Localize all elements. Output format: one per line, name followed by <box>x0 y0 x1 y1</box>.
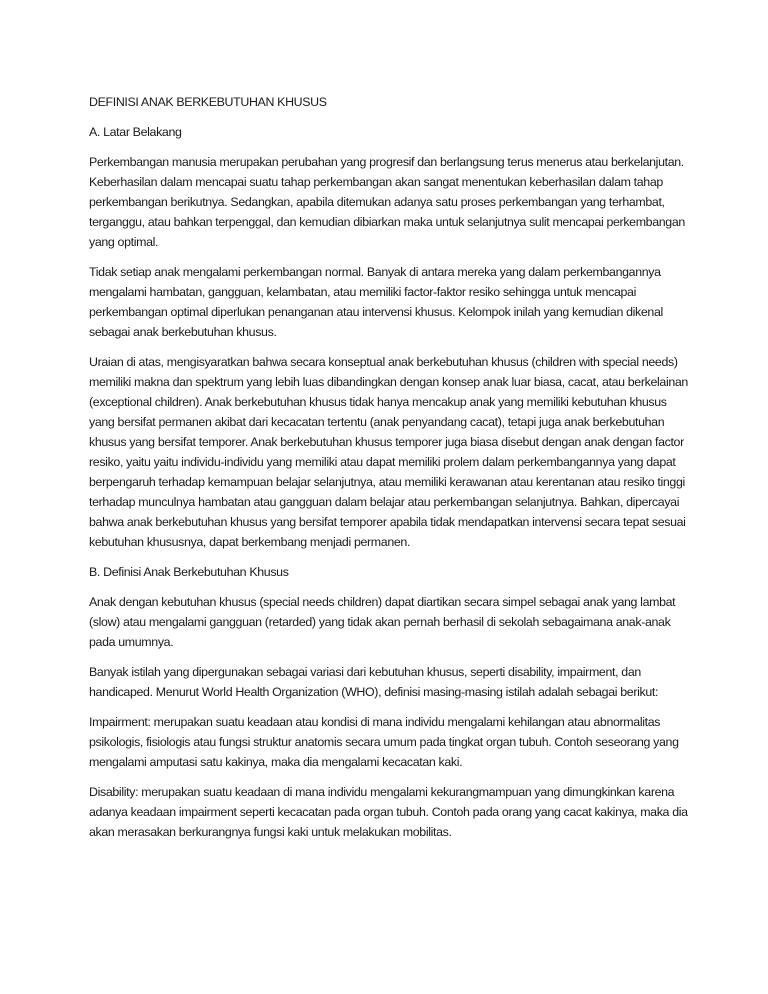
section-a-heading: A. Latar Belakang <box>89 125 182 139</box>
paragraph: Anak dengan kebutuhan khusus (special needs children) dapat diartikan secara simpel sebagai anak yang lambat (slow) atau mengalami gangguan (retarded) yang tidak akan pernah berhasil di sekolah sebagaimana anak-anak pada umumnya. <box>89 595 676 649</box>
paragraph: Impairment: merupakan suatu keadaan atau kondisi di mana individu mengalami kehilangan atau abnormalitas psikologis, fisiologis atau fungsi struktur anatomis secara umum pada tingkat organ tubuh. Contoh seseorang yang mengalami amputasi satu kakinya, maka dia mengalami kecacatan kaki. <box>89 715 679 769</box>
paragraph: Tidak setiap anak mengalami perkembangan normal. Banyak di antara mereka yang dalam perkembangannya mengalami hambatan, gangguan, kelambatan, atau memiliki factor-faktor resiko sehingga untuk mencapai perkembangan optimal diperlukan penanganan atau intervensi khusus. Kelompok inilah yang kemudian dikenal sebagai anak berkebutuhan khusus. <box>89 265 663 339</box>
paragraph: Banyak istilah yang dipergunakan sebagai variasi dari kebutuhan khusus, seperti disability, impairment, dan handicaped. Menurut World Health Organization (WHO), definisi masing-masing istilah adalah sebagai berikut: <box>89 665 659 699</box>
document-body <box>89 92 689 852</box>
section-b-heading: B. Definisi Anak Berkebutuhan Khusus <box>89 565 289 579</box>
paragraph: Perkembangan manusia merupakan perubahan yang progresif dan berlangsung terus menerus atau berkelanjutan. Keberhasilan dalam mencapai suatu tahap perkembangan akan sangat menentukan keberhasilan dalam tahap perkembangan berikutnya. Sedangkan, apabila ditemukan adanya satu proses perkembangan yang terhambat, terganggu, atau bahkan terpenggal, dan kemudian dibiarkan maka untuk selanjutnya sulit mencapai perkembangan yang optimal. <box>89 155 685 249</box>
paragraph: Disability: merupakan suatu keadaan di mana individu mengalami kekurangmampuan yang dimungkinkan karena adanya keadaan impairment seperti kecacatan pada organ tubuh. Contoh pada orang yang cacat kakinya, maka dia akan merasakan berkurangnya fungsi kaki untuk melakukan mobilitas. <box>89 785 688 839</box>
paragraph: Uraian di atas, mengisyaratkan bahwa secara konseptual anak berkebutuhan khusus (children with special needs) memiliki makna dan spektrum yang lebih luas dibandingkan dengan konsep anak luar biasa, cacat, atau berkelainan (exceptional children). Anak berkebutuhan khusus tidak hanya mencakup anak yang memiliki kebutuhan khusus yang bersifat permanen akibat dari kecacatan tertentu (anak penyandang cacat), tetapi juga anak berkebutuhan khusus yang bersifat temporer. Anak berkebutuhan khusus temporer juga biasa disebut dengan anak dengan factor resiko, yaitu yaitu individu-individu yang memiliki atau dapat memiliki prolem dalam perkembangannya yang dapat berpengaruh terhadap kemampuan belajar selanjutnya, atau memiliki kerawanan atau kerentanan atau resiko tinggi terhadap munculnya hambatan atau gangguan dalam belajar atau perkembangan selanjutnya. Bahkan, dipercayai bahwa anak berkebutuhan khusus yang bersifat temporer apabila tidak mendapatkan intervensi secara tepat sesuai kebutuhan khususnya, dapat berkembang menjadi permanen. <box>89 355 688 549</box>
document-title: DEFINISI ANAK BERKEBUTUHAN KHUSUS <box>89 95 327 109</box>
